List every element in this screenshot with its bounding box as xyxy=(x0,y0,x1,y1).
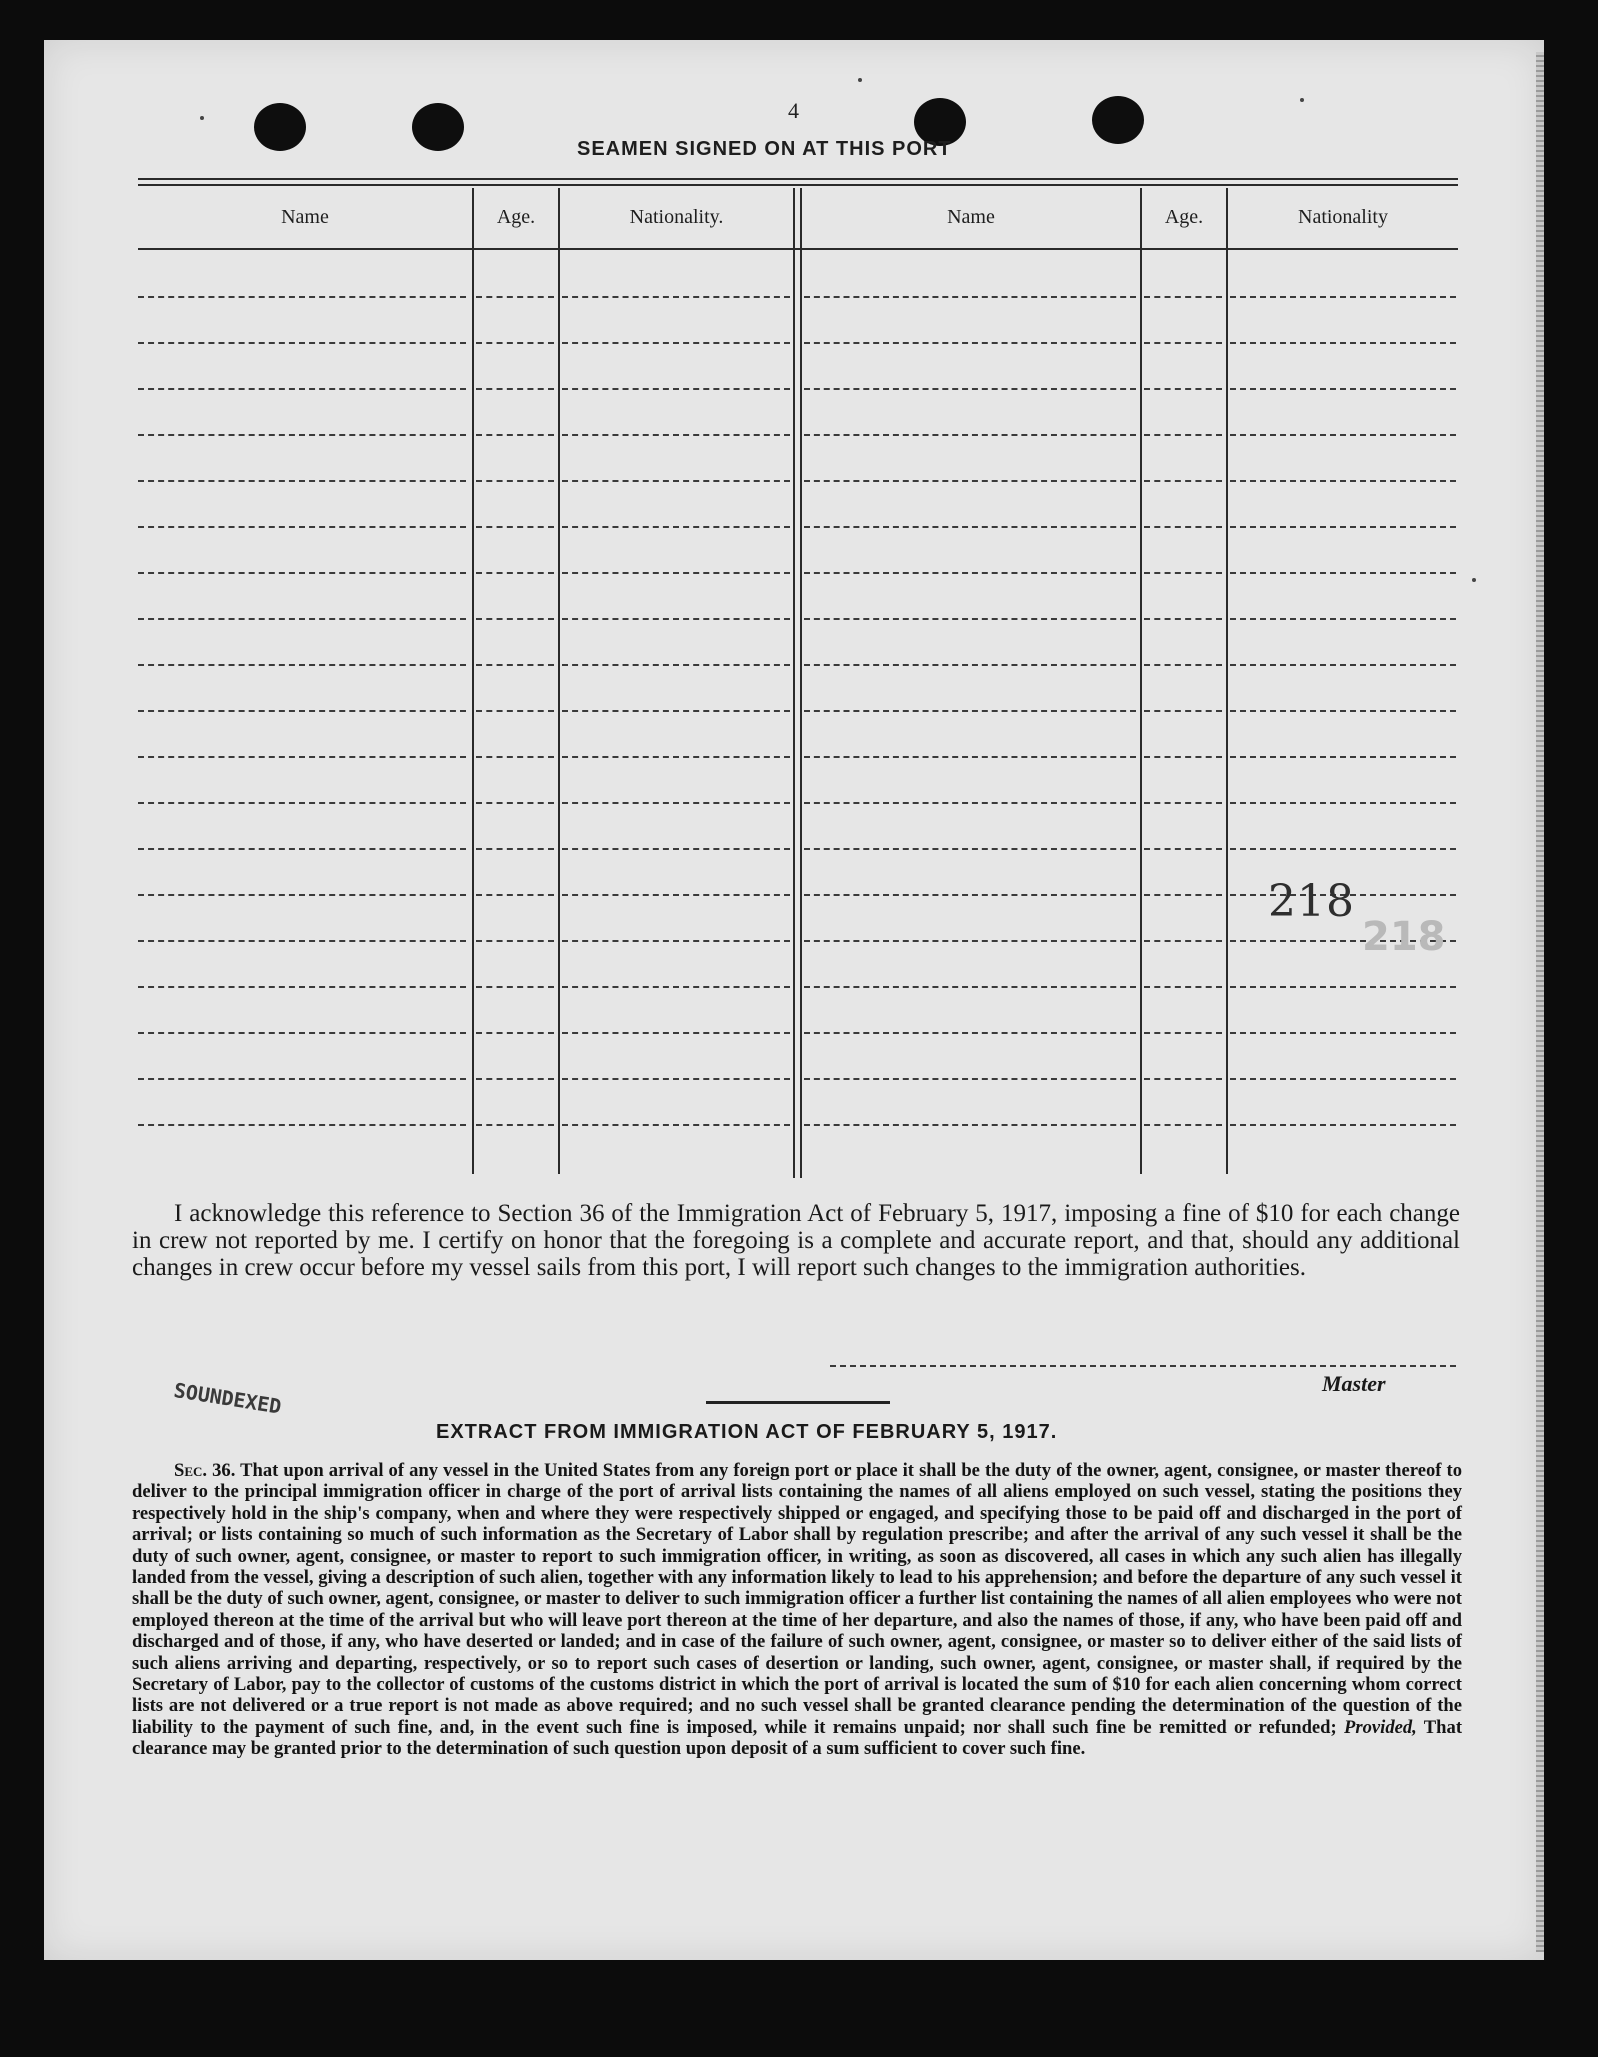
extract-title: EXTRACT FROM IMMIGRATION ACT OF FEBRUARY 5, 1917. xyxy=(436,1421,1058,1443)
column-divider xyxy=(1226,188,1228,1174)
table-row-line xyxy=(1230,296,1456,298)
table-row-line xyxy=(1230,848,1456,850)
table-row-line xyxy=(804,1124,1136,1126)
header-bottom-rule xyxy=(138,248,1458,250)
table-row-line xyxy=(1144,1032,1222,1034)
table-row-line xyxy=(562,1124,790,1126)
table-row-line xyxy=(1230,526,1456,528)
table-row-line xyxy=(1144,848,1222,850)
table-row-line xyxy=(562,342,790,344)
table-row-line xyxy=(476,526,554,528)
column-header-age: Age. xyxy=(496,206,536,228)
table-row-line xyxy=(562,434,790,436)
table-top-rule xyxy=(138,184,1458,186)
table-row-line xyxy=(138,986,466,988)
table-row-line xyxy=(138,434,466,436)
table-row-line xyxy=(562,756,790,758)
table-row-line xyxy=(1144,1078,1222,1080)
table-row-line xyxy=(562,526,790,528)
soundexed-stamp: SOUNDEXED xyxy=(172,1378,284,1419)
table-row-line xyxy=(1144,618,1222,620)
table-row-line xyxy=(476,664,554,666)
table-row-line xyxy=(1230,756,1456,758)
table-row-line xyxy=(138,664,466,666)
table-row-line xyxy=(1144,296,1222,298)
section-label: Sec. 36. xyxy=(174,1460,236,1481)
table-row-line xyxy=(138,296,466,298)
punch-hole xyxy=(254,103,306,151)
form-title: SEAMEN SIGNED ON AT THIS PORT xyxy=(577,138,952,160)
provided-word: Provided, xyxy=(1344,1716,1417,1738)
table-row-line xyxy=(1144,664,1222,666)
column-header-age: Age. xyxy=(1164,206,1204,228)
table-row-line xyxy=(476,296,554,298)
table-row-line xyxy=(1230,342,1456,344)
table-row-line xyxy=(138,388,466,390)
table-row-line xyxy=(476,1032,554,1034)
stamp-number: 218 xyxy=(1268,876,1355,927)
table-row-line xyxy=(476,1078,554,1080)
column-header-nationality: Nationality. xyxy=(629,206,724,228)
table-row-line xyxy=(562,940,790,942)
extract-text: That upon arrival of any vessel in the United States from any foreign port or place it shall be the duty of the owner, agent, consignee, or master thereof to deliver to the principal immigration officer in charge of the port of arrival lists containing the names of all aliens employed on such vessel, stating the positions they respectively hold in the ship's company, when and where they were respectively shipped or engaged, and specifying those to be paid off and discharged in the port of arrival; or lists containing so much of such information as the Secretary of Labor shall by regulation prescribe; and after the arrival of any such vessel it shall be the duty of such owner, agent, consignee, or master to report to such immigration officer, in writing, as soon as discovered, all cases in which any such alien has illegally landed from the vessel, giving a description of such alien, together with any information likely to lead to his apprehension; and before the departure of any such vessel it shall be the duty of such owner, agent, consignee, or master to deliver to such immigration officer a further list containing the names of all alien employees who were not employed thereon at the time of the arrival but who will leave port thereon at the time of her departure, and also the names of those, if any, who have been paid off and discharged and of those, if any, who have deserted or landed; and in case of the failure of such owner, agent, consignee, or master so to deliver either of the said lists of such aliens arriving and departing, respectively, or so to report such cases of desertion or landing, such owner, agent, consignee, or master shall, if required by the Secretary of Labor, pay to the collector of customs of the customs district in which the port of arrival is located the sum of $10 for each alien concerning whom correct lists are not delivered or a true report is not made as above required; and no such vessel shall be granted clearance pending the determination of the question of the liability to the payment of such fine, and, in the event such fine is imposed, while it remains unpaid; nor shall such fine be remitted or refunded; xyxy=(132,1460,1462,1738)
table-row-line xyxy=(1144,526,1222,528)
table-row-line xyxy=(1144,940,1222,942)
table-row-line xyxy=(476,894,554,896)
table-row-line xyxy=(1144,756,1222,758)
table-row-line xyxy=(1230,1032,1456,1034)
table-row-line xyxy=(562,1078,790,1080)
table-row-line xyxy=(476,848,554,850)
punch-hole xyxy=(1092,96,1144,144)
column-header-nationality: Nationality xyxy=(1298,206,1388,228)
section-rule xyxy=(706,1401,890,1404)
table-row-line xyxy=(562,848,790,850)
table-row-line xyxy=(1144,342,1222,344)
table-row-line xyxy=(476,756,554,758)
table-row-line xyxy=(1230,572,1456,574)
extract-text-end: That clearance may be granted prior to the determination of such question upon deposit of a sum sufficient to cover such fine. xyxy=(132,1716,1463,1760)
table-row-line xyxy=(138,1032,466,1034)
table-row-line xyxy=(1144,986,1222,988)
page-edge xyxy=(1536,52,1544,1952)
table-row-line xyxy=(138,710,466,712)
table-row-line xyxy=(476,572,554,574)
table-row-line xyxy=(804,664,1136,666)
table-row-line xyxy=(804,894,1136,896)
table-row-line xyxy=(562,894,790,896)
table-row-line xyxy=(1144,434,1222,436)
table-row-line xyxy=(804,986,1136,988)
table-row-line xyxy=(1230,1078,1456,1080)
table-row-line xyxy=(562,710,790,712)
master-label: Master xyxy=(1322,1371,1386,1396)
table-top-rule xyxy=(138,178,1458,180)
table-row-line xyxy=(1230,986,1456,988)
table-row-line xyxy=(138,940,466,942)
table-row-line xyxy=(138,618,466,620)
table-row-line xyxy=(562,1032,790,1034)
table-row-line xyxy=(476,802,554,804)
table-row-line xyxy=(1144,894,1222,896)
table-row-line xyxy=(804,342,1136,344)
table-row-line xyxy=(1144,710,1222,712)
table-row-line xyxy=(476,342,554,344)
table-row-line xyxy=(476,940,554,942)
column-divider-double xyxy=(800,188,802,1178)
column-divider xyxy=(558,188,560,1174)
table-row-line xyxy=(804,526,1136,528)
table-row-line xyxy=(562,986,790,988)
table-row-line xyxy=(804,940,1136,942)
acknowledgment-text: I acknowledge this reference to Section 36 of the Immigration Act of February 5, 1917, imposing a fine of $10 for each change in crew not reported by me. I certify on honor that the foregoing is a complete and accurate report, and that, should any additional changes in crew occur before my vessel sails from this port, I will report such changes to the immigration authorities. xyxy=(132,1200,1460,1281)
table-row-line xyxy=(804,388,1136,390)
table-row-line xyxy=(138,1124,466,1126)
table-row-line xyxy=(804,572,1136,574)
column-divider xyxy=(1140,188,1142,1174)
table-row-line xyxy=(804,618,1136,620)
table-row-line xyxy=(138,572,466,574)
table-row-line xyxy=(1144,480,1222,482)
table-row-line xyxy=(1230,618,1456,620)
table-row-line xyxy=(138,526,466,528)
table-row-line xyxy=(138,802,466,804)
table-row-line xyxy=(138,342,466,344)
table-row-line xyxy=(1144,388,1222,390)
table-row-line xyxy=(804,296,1136,298)
punch-hole xyxy=(412,103,464,151)
table-row-line xyxy=(1230,388,1456,390)
extract-body xyxy=(132,1460,1462,1760)
table-row-line xyxy=(476,388,554,390)
table-row-line xyxy=(804,756,1136,758)
table-row-line xyxy=(562,480,790,482)
table-row-line xyxy=(804,802,1136,804)
table-row-line xyxy=(1230,480,1456,482)
table-row-line xyxy=(1230,802,1456,804)
faint-stamp-number: 218 xyxy=(1362,914,1446,960)
table-row-line xyxy=(562,664,790,666)
table-row-line xyxy=(804,1032,1136,1034)
column-header-name: Name xyxy=(947,206,995,228)
table-row-line xyxy=(138,756,466,758)
table-row-line xyxy=(1144,1124,1222,1126)
table-row-line xyxy=(1230,710,1456,712)
table-row-line xyxy=(562,572,790,574)
table-row-line xyxy=(804,434,1136,436)
table-row-line xyxy=(562,388,790,390)
signature-line xyxy=(830,1365,1456,1367)
table-row-line xyxy=(138,480,466,482)
table-row-line xyxy=(1144,802,1222,804)
column-divider-double xyxy=(793,188,795,1178)
table-row-line xyxy=(476,618,554,620)
table-row-line xyxy=(562,802,790,804)
table-row-line xyxy=(476,710,554,712)
page-number: 4 xyxy=(788,98,799,123)
table-row-line xyxy=(562,296,790,298)
table-row-line xyxy=(804,848,1136,850)
column-divider xyxy=(472,188,474,1174)
table-row-line xyxy=(562,618,790,620)
table-row-line xyxy=(138,894,466,896)
column-header-name: Name xyxy=(281,206,329,228)
table-row-line xyxy=(476,986,554,988)
table-row-line xyxy=(804,710,1136,712)
table-row-line xyxy=(476,434,554,436)
table-row-line xyxy=(476,1124,554,1126)
table-row-line xyxy=(1230,1124,1456,1126)
table-row-line xyxy=(138,848,466,850)
table-row-line xyxy=(804,1078,1136,1080)
table-row-line xyxy=(1230,434,1456,436)
table-row-line xyxy=(1144,572,1222,574)
table-row-line xyxy=(138,1078,466,1080)
table-row-line xyxy=(476,480,554,482)
table-row-line xyxy=(804,480,1136,482)
table-row-line xyxy=(1230,664,1456,666)
